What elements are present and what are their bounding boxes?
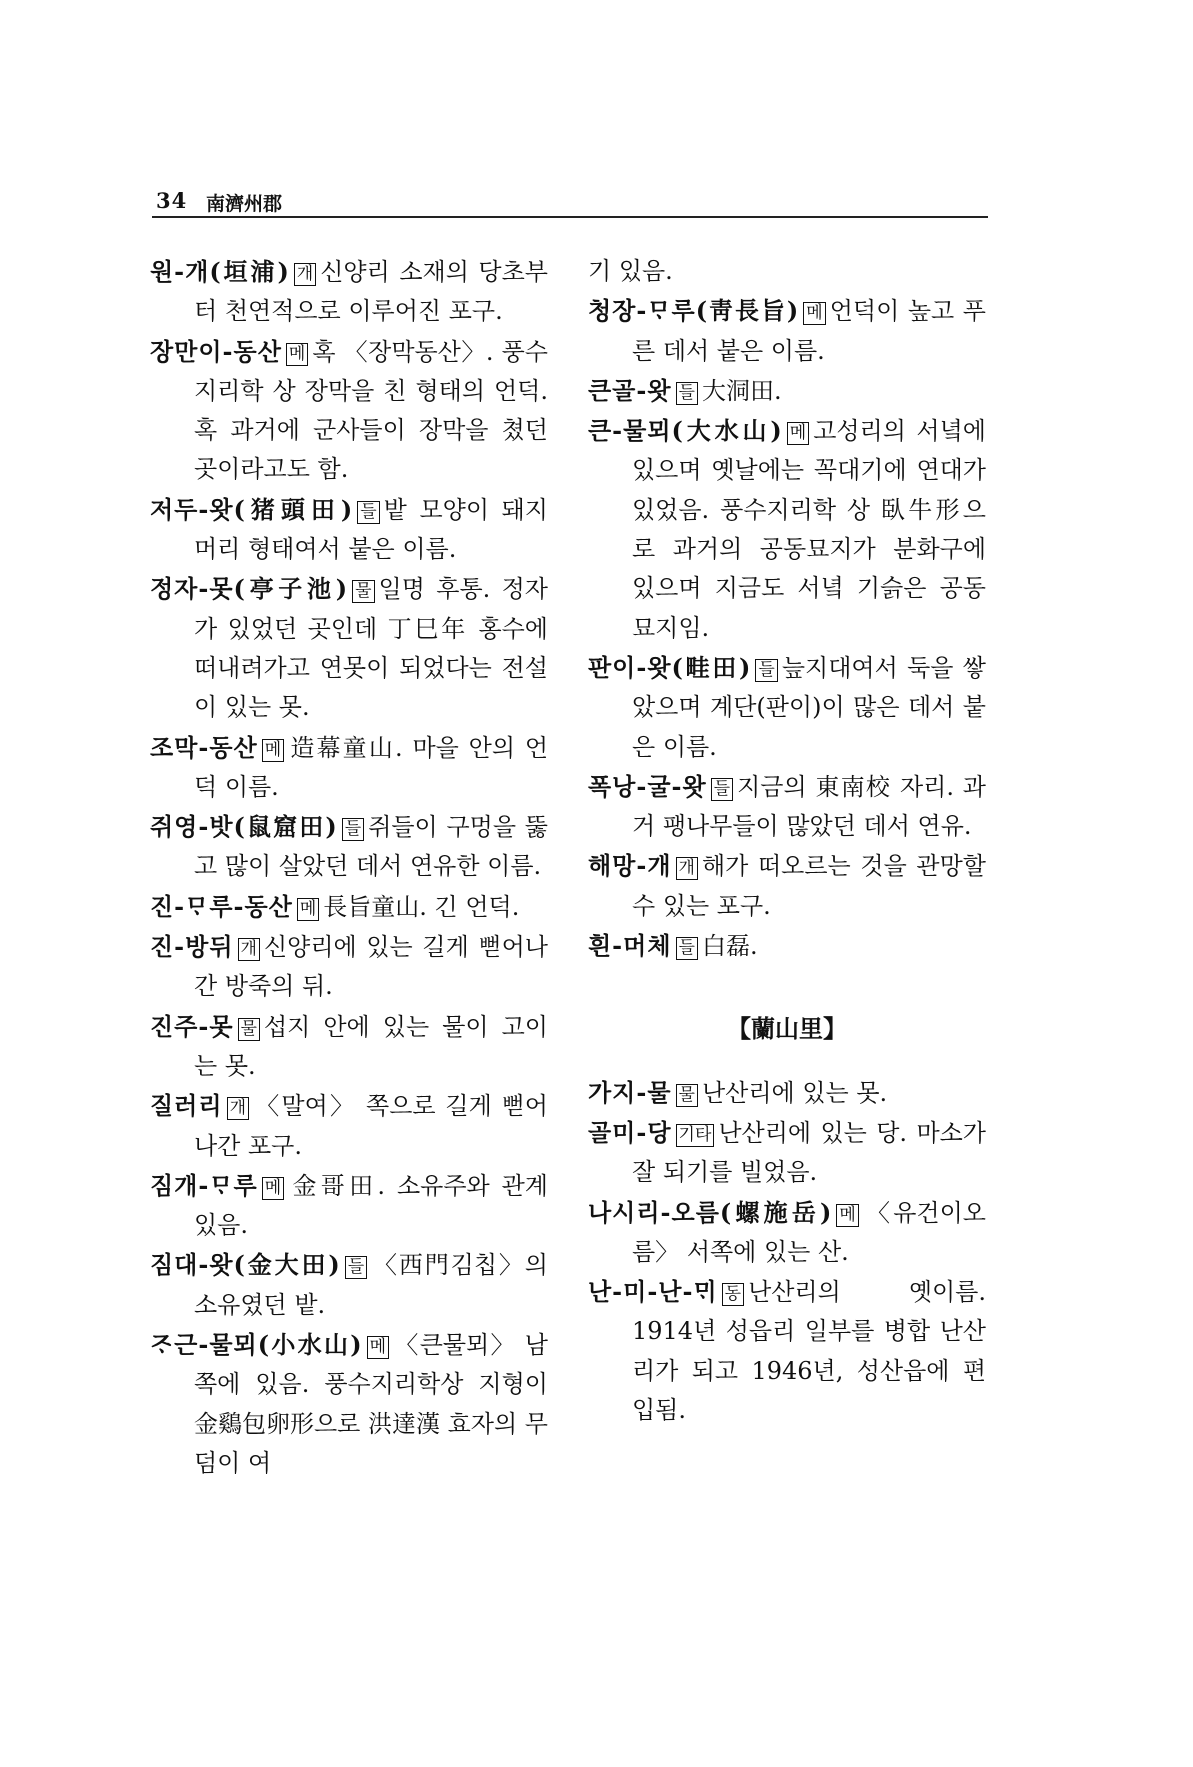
entry-headword: 난-미-난-ᄆᆡ bbox=[588, 1277, 718, 1307]
category-tag: 메 bbox=[787, 422, 809, 445]
right-column-bottom bbox=[588, 1073, 986, 1431]
entry-headword: 저두-왓(猪頭田) bbox=[150, 494, 354, 524]
entry-headword: 판이-왓(畦田) bbox=[588, 652, 752, 682]
entry-headword: 흰-머체 bbox=[588, 931, 672, 961]
category-tag: 개 bbox=[227, 1097, 249, 1120]
entry-text: 〈큰물뫼〉 남쪽에 있음. 풍수지리학상 지형이 金鷄包卵形으로 洪達漢 효자의 무덤이 여 bbox=[194, 1331, 548, 1477]
dictionary-entry bbox=[150, 490, 548, 570]
entry-text: 늪지대여서 둑을 쌓았으며 계단(판이)이 많은 데서 붙은 이름. bbox=[632, 653, 986, 761]
dictionary-entry bbox=[150, 1245, 548, 1325]
section-title: 【蘭山里】 bbox=[727, 1014, 847, 1044]
entry-text: 언덕이 높고 푸른 데서 붙은 이름. bbox=[632, 297, 986, 365]
entry-text: 기 있음. bbox=[588, 257, 673, 285]
entry-text: 혹 〈장막동산〉. 풍수지리학 상 장막을 친 형태의 언덕. 혹 과거에 군사들이 장막을 쳤던 곳이라고도 함. bbox=[194, 337, 548, 484]
entry-text: 造幕童山. 마을 안의 언덕 이름. bbox=[194, 733, 548, 801]
dictionary-entry bbox=[150, 728, 548, 808]
category-tag: 물 bbox=[238, 1018, 260, 1041]
entry-text: 난산리의 옛이름. 1914년 성읍리 일부를 병합 난산리가 되고 1946년, 성산읍에 편입됨. bbox=[632, 1278, 986, 1425]
entry-headword: 짐대-왓(金大田) bbox=[150, 1250, 341, 1280]
entry-text: 大洞田. bbox=[701, 376, 782, 405]
category-tag: 메 bbox=[262, 739, 284, 762]
entry-headword: 청장-ᄆᆞ루(靑長旨) bbox=[588, 296, 800, 326]
entry-headword: 장만이-동산 bbox=[150, 336, 282, 366]
entry-text: 밭 모양이 돼지 머리 형태여서 붙은 이름. bbox=[194, 495, 548, 564]
entry-headword: 나시리-오름(螺施岳) bbox=[588, 1197, 833, 1227]
entry-text: 金哥田. 소유주와 관계 있음. bbox=[194, 1171, 548, 1240]
entry-headword: 해망-개 bbox=[588, 851, 672, 881]
page-number: 34 bbox=[156, 188, 188, 213]
category-tag: 들 bbox=[676, 382, 698, 405]
book-title: 南濟州郡 bbox=[206, 193, 283, 215]
category-tag: 메 bbox=[803, 302, 825, 325]
entry-headword: ᄌᆞ근-물뫼(小水山) bbox=[150, 1330, 363, 1360]
dictionary-entry bbox=[588, 846, 986, 926]
right-column-top bbox=[588, 252, 986, 966]
entry-text: 지금의 東南校 자리. 과거 팽나무들이 많았던 데서 연유. bbox=[632, 772, 986, 841]
entry-text: 난산리에 있는 당. 마소가 잘 되기를 빌었음. bbox=[632, 1118, 986, 1187]
dictionary-entry bbox=[150, 1007, 548, 1087]
entry-text: 〈말여〉 쪽으로 길게 뻗어나간 포구. bbox=[194, 1092, 548, 1160]
category-tag: 메 bbox=[297, 898, 319, 921]
category-tag: 메 bbox=[367, 1336, 389, 1359]
entry-headword: 질러리 bbox=[150, 1091, 223, 1121]
entry-headword: 큰골-왓 bbox=[588, 375, 672, 405]
dictionary-entry bbox=[588, 371, 986, 411]
entry-text: 난산리에 있는 못. bbox=[701, 1078, 888, 1107]
entry-text: 일명 후통. 정자가 있었던 곳인데 丁巳年 홍수에 떠내려가고 연못이 되었다는 전설이 있는 못. bbox=[194, 575, 548, 722]
dictionary-entry bbox=[150, 332, 548, 490]
dictionary-entry bbox=[588, 648, 986, 767]
entry-headword: 골미-당 bbox=[588, 1117, 672, 1147]
entry-headword: 쥐영-밧(鼠窟田) bbox=[150, 812, 338, 842]
dictionary-entry bbox=[588, 1272, 986, 1430]
category-tag: 개 bbox=[676, 857, 698, 880]
category-tag: 기타 bbox=[676, 1124, 715, 1147]
dictionary-entry bbox=[150, 1325, 548, 1483]
entry-text: 섭지 안에 있는 물이 고이는 못. bbox=[194, 1012, 548, 1080]
category-tag: 물 bbox=[352, 580, 374, 603]
dictionary-entry bbox=[588, 767, 986, 847]
dictionary-entry bbox=[150, 569, 548, 727]
dictionary-entry bbox=[150, 927, 548, 1007]
entry-headword: 진-ᄆᆞ루-동산 bbox=[150, 891, 293, 921]
entry-headword: 짐개-ᄆᆞ루 bbox=[150, 1170, 258, 1200]
category-tag: 들 bbox=[345, 1256, 367, 1279]
dictionary-entry bbox=[588, 252, 986, 291]
category-tag: 개 bbox=[294, 263, 316, 286]
dictionary-entry bbox=[150, 887, 548, 927]
dictionary-entry bbox=[150, 807, 548, 887]
page-header bbox=[152, 186, 988, 218]
entry-headword: 조막-동산 bbox=[150, 732, 258, 762]
right-column bbox=[588, 252, 986, 1430]
entry-headword: 폭낭-굴-왓 bbox=[588, 771, 707, 801]
category-tag: 들 bbox=[342, 818, 364, 841]
dictionary-entry bbox=[588, 926, 986, 966]
category-tag: 메 bbox=[836, 1204, 858, 1227]
dictionary-entry bbox=[588, 1193, 986, 1273]
entry-text: 신양리에 있는 길게 뻗어나간 방죽의 뒤. bbox=[194, 933, 548, 1001]
entry-headword: 진-방뒤 bbox=[150, 932, 234, 962]
category-tag: 메 bbox=[286, 343, 308, 366]
entry-headword: 큰-물뫼(大水山) bbox=[588, 416, 783, 446]
entry-text: 〈유건이오름〉 서쪽에 있는 산. bbox=[632, 1198, 986, 1266]
dictionary-entry bbox=[588, 1113, 986, 1193]
category-tag: 들 bbox=[711, 778, 733, 801]
entry-headword: 원-개(垣浦) bbox=[150, 257, 290, 286]
category-tag: 들 bbox=[676, 937, 698, 960]
entry-headword: 진주-못 bbox=[150, 1011, 234, 1041]
entry-text: 해가 떠오르는 것을 관망할 수 있는 포구. bbox=[632, 852, 986, 920]
category-tag: 동 bbox=[722, 1283, 744, 1306]
entry-text: 〈西門김칩〉의 소유였던 밭. bbox=[194, 1251, 548, 1319]
entry-headword: 가지-물 bbox=[588, 1077, 672, 1107]
left-column bbox=[150, 252, 548, 1483]
dictionary-entry bbox=[150, 1166, 548, 1246]
entry-text: 長旨童山. 긴 언덕. bbox=[323, 892, 520, 921]
dictionary-entry bbox=[150, 252, 548, 332]
dictionary-entry bbox=[588, 411, 986, 648]
category-tag: 물 bbox=[676, 1084, 698, 1107]
entry-text: 白磊. bbox=[701, 932, 758, 961]
entry-text: 신양리 소재의 당초부터 천연적으로 이루어진 포구. bbox=[194, 258, 548, 326]
category-tag: 들 bbox=[755, 659, 777, 682]
entry-text: 쥐들이 구멍을 뚫고 많이 살았던 데서 연유한 이름. bbox=[194, 813, 548, 881]
dictionary-entry bbox=[588, 291, 986, 371]
dictionary-entry bbox=[150, 1086, 548, 1166]
category-tag: 개 bbox=[238, 938, 260, 961]
category-tag: 들 bbox=[357, 501, 379, 524]
entry-text: 고성리의 서녘에 있으며 옛날에는 꼭대기에 연대가 있었음. 풍수지리학 상 臥牛形으로 과거의 공동묘지가 분화구에 있으며 지금도 서녘 기슭은 공동묘지임. bbox=[632, 417, 986, 642]
entry-headword: 정자-못(亭子池) bbox=[150, 574, 349, 604]
category-tag: 메 bbox=[262, 1177, 284, 1200]
dictionary-entry bbox=[588, 1073, 986, 1113]
